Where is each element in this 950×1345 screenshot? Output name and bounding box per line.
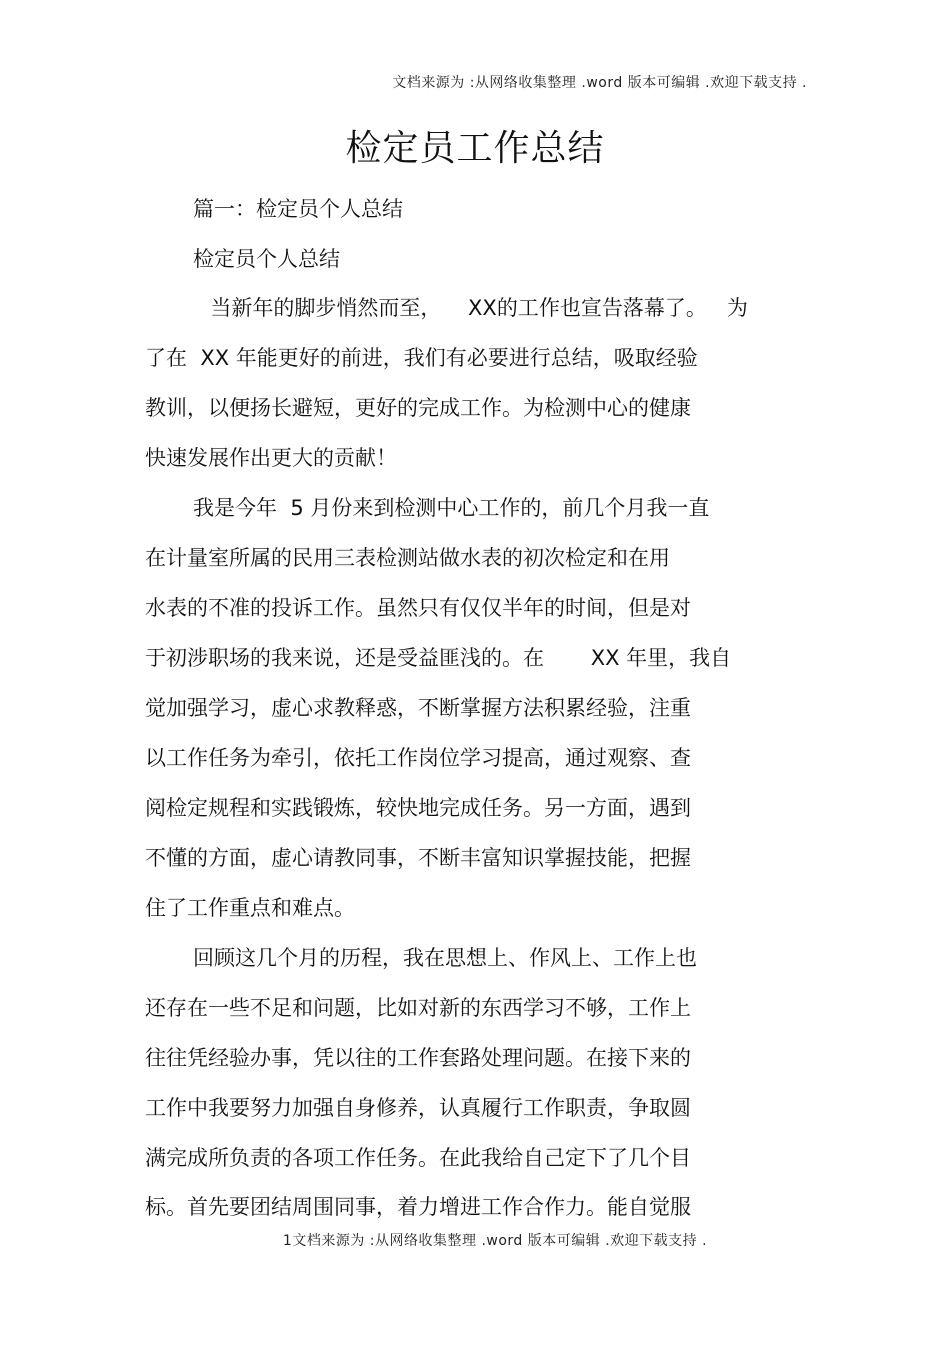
body-line: 住了工作重点和难点。 (145, 896, 355, 920)
body-line: 工作中我要努力加强自身修养，认真履行工作职责，争取圆 (145, 1096, 691, 1120)
body-line: 阅检定规程和实践锻炼，较快地完成任务。另一方面，遇到 (145, 796, 691, 820)
body-line: 快速发展作出更大的贡献！ (145, 446, 397, 470)
body-line: 水表的不准的投诉工作。虽然只有仅仅半年的时间，但是对 (145, 596, 691, 620)
body-line: 当新年的脚步悄然而至， XX的工作也宣告落幕了。 为 (197, 296, 748, 320)
body-line: 觉加强学习，虚心求教释惑，不断掌握方法积累经验，注重 (145, 696, 691, 720)
body-line: 满完成所负责的各项工作任务。在此我给自己定下了几个目 (145, 1146, 691, 1170)
body-line: 了在 XX 年能更好的前进，我们有必要进行总结，吸取经验 (145, 346, 698, 370)
section-heading: 篇一：检定员个人总结 (193, 197, 403, 221)
body-line: 往往凭经验办事，凭以往的工作套路处理问题。在接下来的 (145, 1046, 691, 1070)
body-line: 还存在一些不足和问题，比如对新的东西学习不够，工作上 (145, 996, 691, 1020)
body-line: 标。首先要团结周围同事，着力增进工作合作力。能自觉服 (145, 1195, 691, 1219)
body-line: 不懂的方面，虚心请教同事，不断丰富知识掌握技能，把握 (145, 846, 691, 870)
body-line: 教训，以便扬长避短，更好的完成工作。为检测中心的健康 (145, 396, 691, 420)
body-line: 在计量室所属的民用三表检测站做水表的初次检定和在用 (145, 546, 670, 570)
body-line: 于初涉职场的我来说，还是受益匪浅的。在 XX 年里，我自 (145, 646, 732, 670)
footer-source-note: 1文档来源为 :从网络收集整理 .word 版本可编辑 .欢迎下载支持 . (282, 1233, 708, 1249)
body-line: 我是今年 5 月份来到检测中心工作的，前几个月我一直 (193, 496, 710, 520)
document-title: 检定员工作总结 (345, 128, 605, 169)
header-source-note: 文档来源为 :从网络收集整理 .word 版本可编辑 .欢迎下载支持 . (392, 75, 807, 91)
body-line: 回顾这几个月的历程，我在思想上、作风上、工作上也 (193, 946, 697, 970)
body-line: 以工作任务为牵引，依托工作岗位学习提高，通过观察、查 (145, 746, 691, 770)
subheading: 检定员个人总结 (193, 247, 340, 271)
